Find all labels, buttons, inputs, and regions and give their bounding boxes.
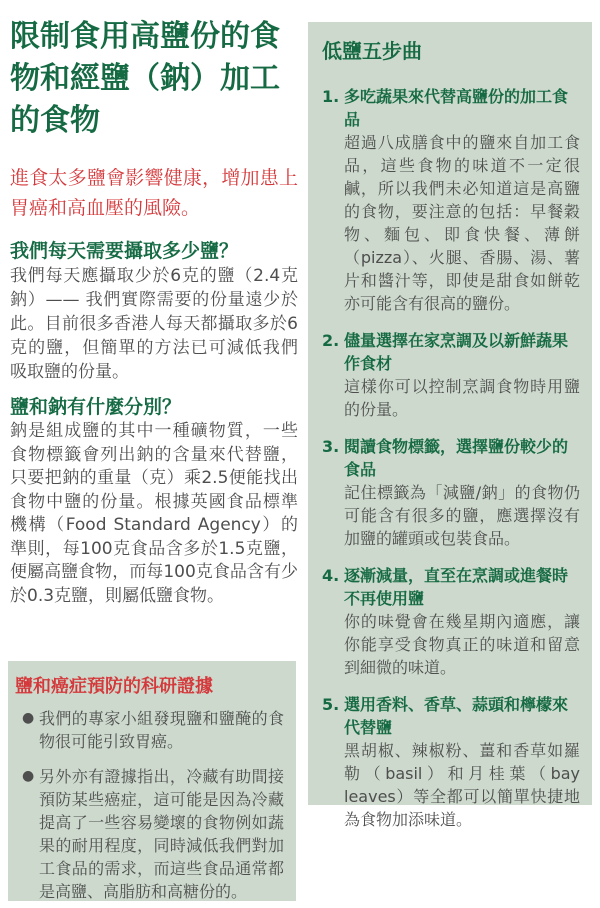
- step-body: 超過八成膳食中的鹽來自加工食品，這些食物的味道不一定很鹹，所以我們未必知道這是高鹽的食物，要注意的包括：早餐穀物、麵包、即食快餐、薄餅（pizza）、火腿、香腸、湯、薯片和醬汁等，即使是甜食如餅乾亦可能含有很高的鹽份。: [344, 133, 580, 313]
- step-content: [344, 435, 580, 550]
- section-body-salt-vs-sodium: 鈉是組成鹽的其中一種礦物質，一些食物標籤會列出鈉的含量來代替鹽，只要把鈉的重量（克）乘2.5便能找出食物中鹽的份量。根據英國食品標準機構（Food Standard Agency）的準則，每100克食品含多於1.5克鹽，便屬高鹽食物，而每100克食品含有少於0.3克鹽，則屬低鹽食物。: [10, 421, 298, 606]
- evidence-heading: 鹽和癌症預防的科研證據: [15, 676, 213, 697]
- step-content: [344, 329, 580, 421]
- step-number: 2.: [322, 331, 340, 350]
- bullet-icon: ●: [22, 768, 35, 784]
- warning-text: 進食太多鹽會影響健康，增加患上胃癌和高血壓的風險。: [10, 167, 298, 219]
- step-content: [344, 693, 580, 831]
- step-item: [322, 85, 580, 315]
- step-body: 你的味覺會在幾星期內適應，讓你能享受食物真正的味道和留意到細微的味道。: [344, 612, 580, 677]
- evidence-box: [8, 661, 296, 901]
- step-body: 黑胡椒、辣椒粉、薑和香草如羅勒（basil）和月桂葉（bay leaves）等全都可以簡單快捷地為食物加添味道。: [344, 741, 580, 829]
- evidence-bullet-text: 我們的專家小組發現鹽和鹽醃的食物很可能引致胃癌。: [39, 709, 284, 751]
- step-number: 1.: [322, 87, 340, 106]
- step-item: [322, 693, 580, 831]
- bullet-icon: ●: [22, 710, 35, 726]
- step-heading: 閱讀食物標籤，選擇鹽份較少的食品: [344, 437, 569, 479]
- section-heading-daily-salt: 我們每天需要攝取多少鹽？: [10, 240, 239, 262]
- step-body: 這樣你可以控制烹調食物時用鹽的份量。: [344, 377, 580, 419]
- step-number: 4.: [322, 566, 340, 585]
- step-heading: 多吃蔬果來代替高鹽份的加工食品: [344, 87, 569, 129]
- step-heading: 選用香料、香草、蒜頭和檸檬來代替鹽: [344, 695, 569, 737]
- step-item: [322, 564, 580, 679]
- five-steps-box: [308, 22, 592, 829]
- list-item: [22, 765, 284, 903]
- step-item: [322, 435, 580, 550]
- section-body-daily-salt: 我們每天應攝取少於6克的鹽（2.4克鈉）—— 我們實際需要的份量遠少於此。目前很多香港人每天都攝取多於6克的鹽，但簡單的方法已可減低我們吸取鹽的份量。: [10, 266, 298, 382]
- section-heading-salt-vs-sodium: 鹽和鈉有什麼分別？: [10, 396, 182, 418]
- evidence-bullet-text: 另外亦有證據指出，冷藏有助間接預防某些癌症，這可能是因為冷藏提高了一些容易變壞的食物例如蔬果的耐用程度，同時減低我們對加工食品的需求，而這些食品通常都是高鹽、高脂肪和高糖份的。: [39, 767, 284, 901]
- step-content: [344, 564, 580, 679]
- step-number: 3.: [322, 437, 340, 456]
- step-heading: 逐漸減量，直至在烹調或進餐時不再使用鹽: [344, 566, 569, 608]
- step-content: [344, 85, 580, 315]
- steps-title: 低鹽五步曲: [322, 39, 422, 63]
- document-title: 限制食用高鹽份的食物和經鹽（鈉）加工的食物: [10, 19, 280, 138]
- step-item: [322, 329, 580, 421]
- list-item: [22, 707, 284, 753]
- step-heading: 儘量選擇在家烹調及以新鮮蔬果作食材: [344, 331, 569, 373]
- step-body: 記住標籤為「減鹽/鈉」的食物仍可能含有很多的鹽，應選擇沒有加鹽的罐頭或包裝食品。: [344, 483, 580, 548]
- step-number: 5.: [322, 695, 340, 714]
